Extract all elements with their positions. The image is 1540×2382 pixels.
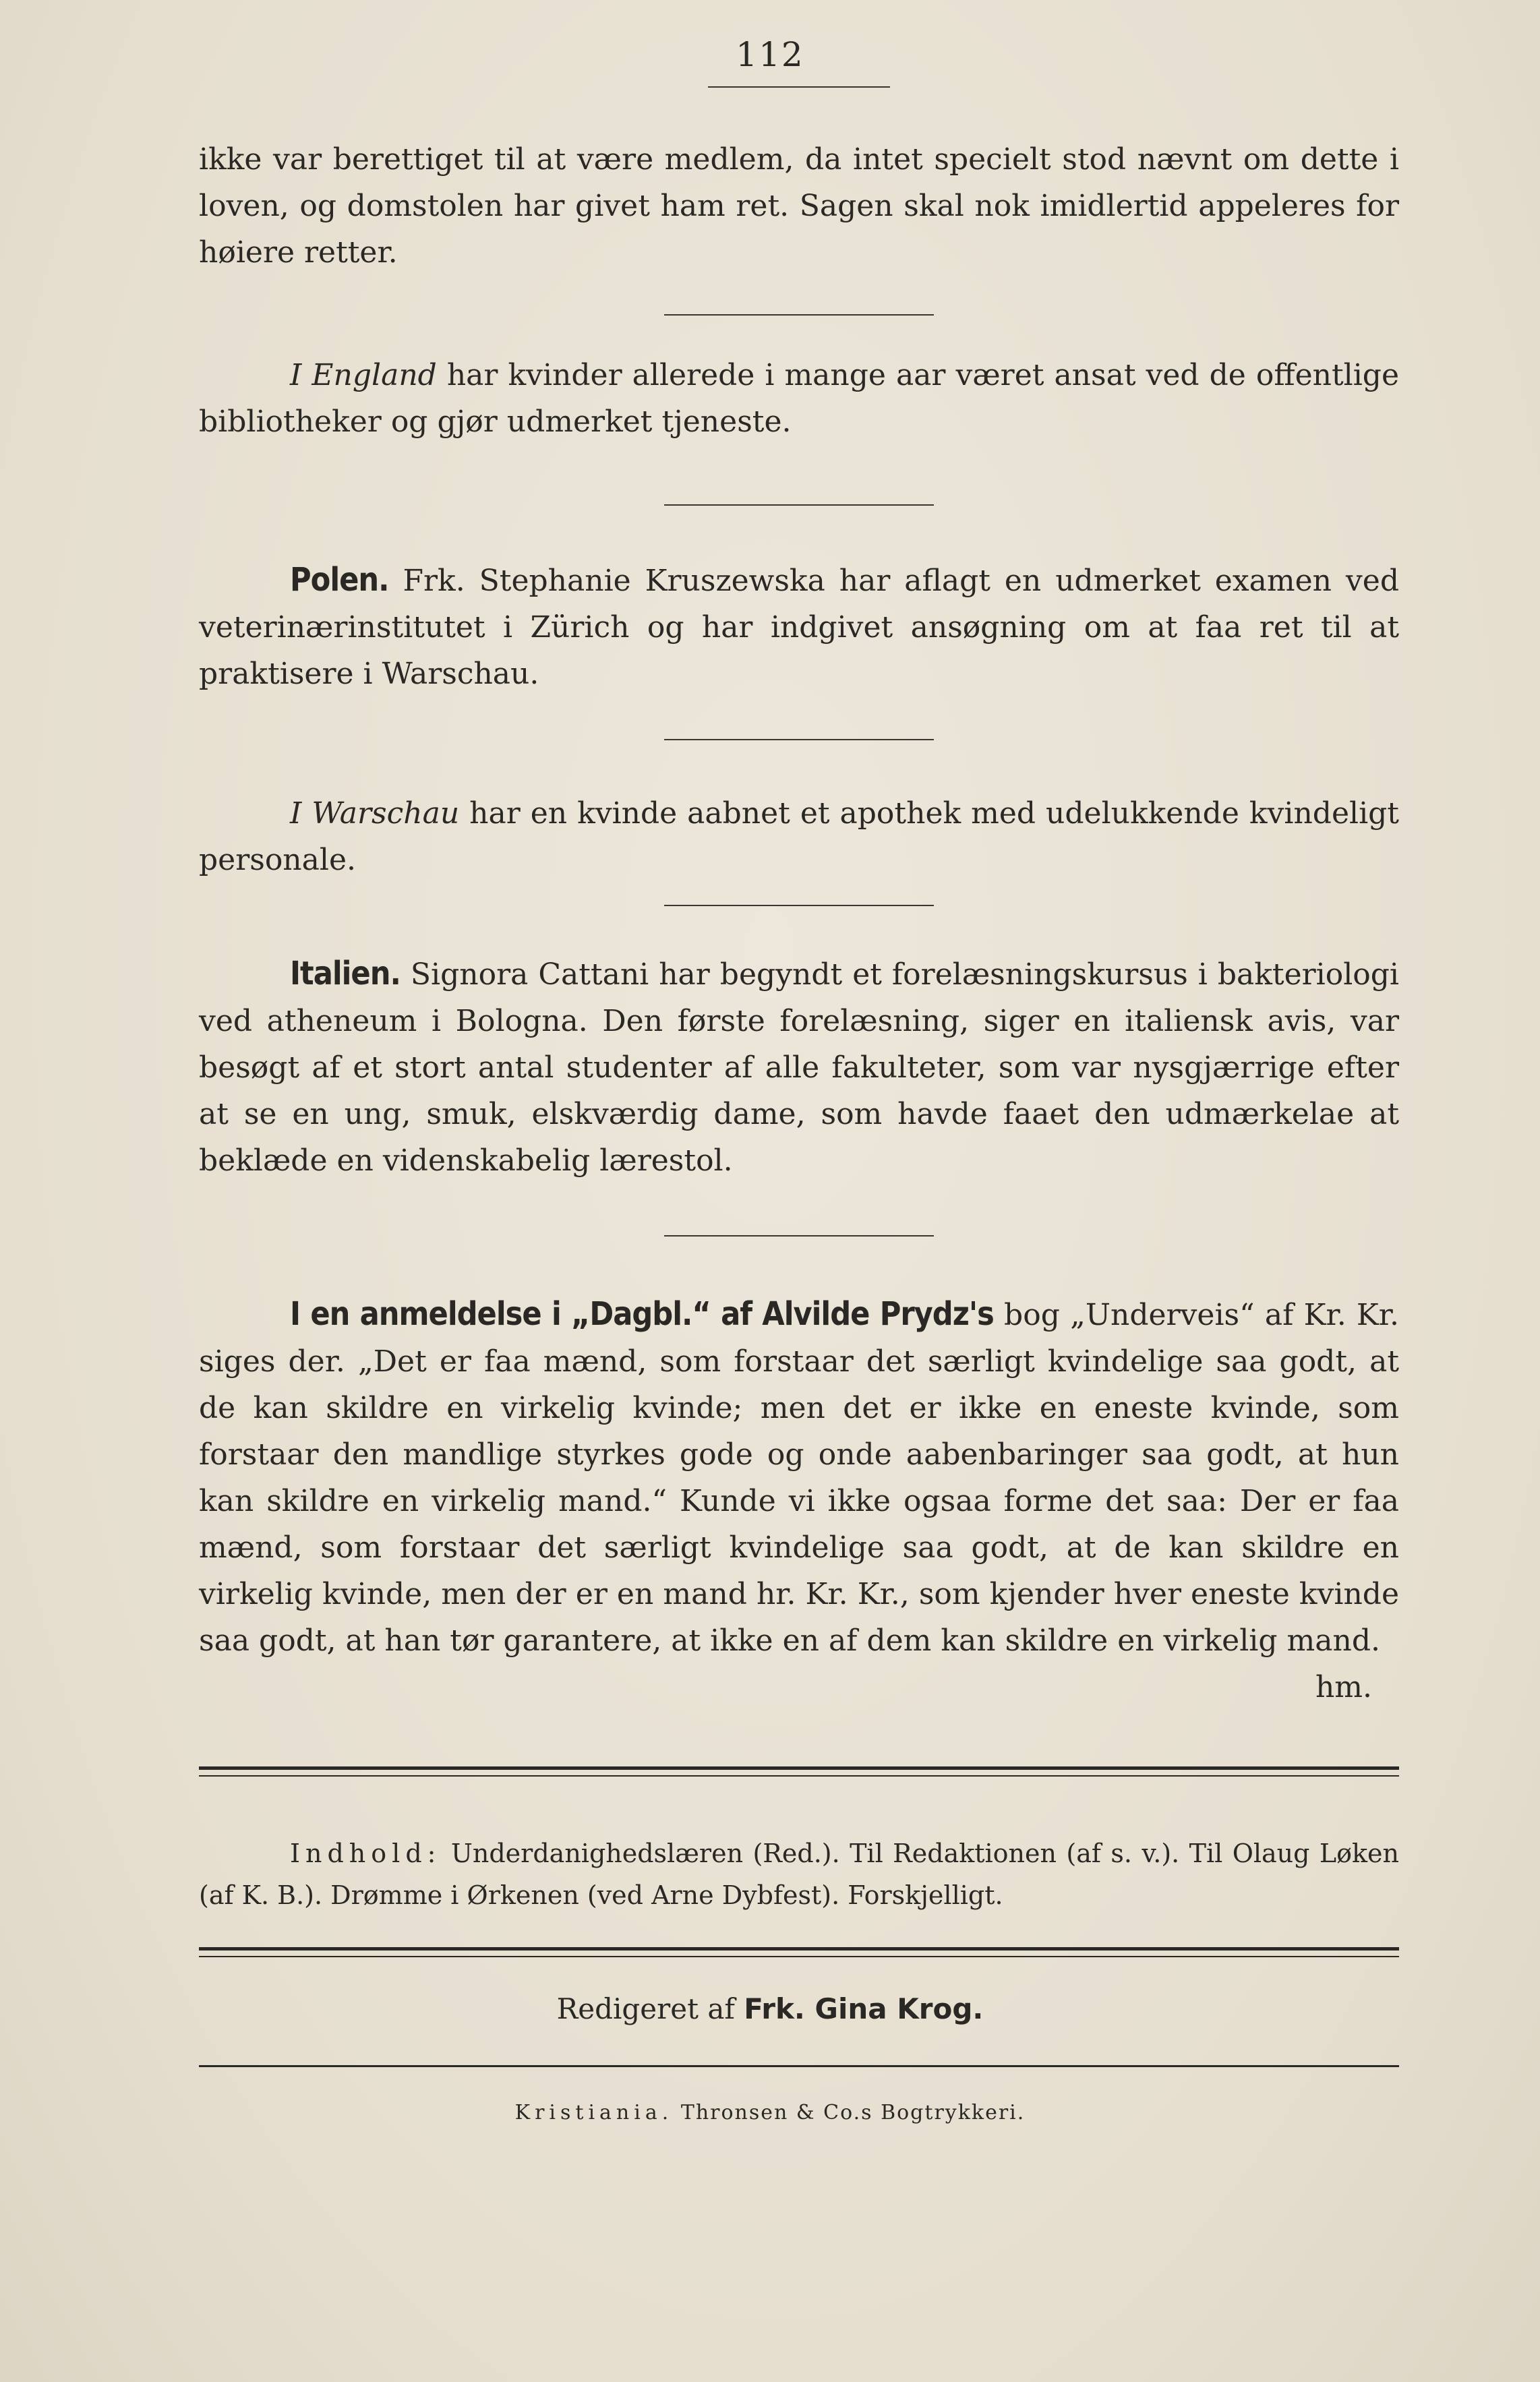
separator-rule [664, 504, 934, 506]
contents-label: Indhold: [290, 1839, 442, 1868]
paragraph-polen [199, 557, 1399, 697]
warschau-lead: I Warschau [290, 796, 460, 831]
polen-heading: Polen. [290, 561, 389, 599]
editor-prefix: Redigeret af [556, 1992, 744, 2025]
double-rule [199, 1947, 1399, 1957]
review-signature: hm. [1315, 1670, 1372, 1704]
contents-list: Underdanighedslæren (Red.). Til Redaktionen (af s. v.). Til Olaug Løken (af K. B.). Drømme i Ørkenen (ved Arne Dybfest). Forskjelligt. [199, 1839, 1399, 1910]
review-text: bog „Underveis“ af Kr. Kr. siges der. „Det er faa mænd, som forstaar det særligt kvindelige saa godt, at de kan skildre en virkelig kvinde; men det er ikke en eneste kvinde, som forstaar den mandlige styrkes gode og onde aabenbaringer saa godt, at hun kan skildre en virkelig mand.“ Kunde vi ikke ogsaa forme det saa: Der er faa mænd, som forstaar det særligt kvindelige saa godt, at de kan skildre en virkelig kvinde, men der er en mand hr. Kr. Kr., som kjender hver eneste kvinde saa godt, at han tør garantere, at ikke en af dem kan skildre en virkelig mand. [199, 1298, 1399, 1658]
warschau-text: har en kvinde aabnet et apothek med udelukkende kvindeligt personale. [199, 796, 1399, 877]
italien-heading: Italien. [290, 955, 401, 992]
paragraph-text: ikke var berettiget til at være medlem, da intet specielt stod nævnt om dette i loven, og domstolen har givet ham ret. Sagen skal nok imidlertid appeleres for høiere retter. [199, 142, 1399, 270]
printer-firm: Thronsen & Co.s Bogtrykkeri. [673, 2101, 1026, 2124]
separator-rule [664, 314, 934, 316]
printer-city: Kristiania. [514, 2101, 674, 2124]
paragraph-england-body [199, 352, 1399, 445]
page-number-rule [708, 86, 890, 88]
double-rule [199, 1766, 1399, 1777]
paragraph-polen-body [199, 557, 1399, 697]
editor-name: Frk. Gina Krog. [744, 1992, 984, 2025]
separator-rule [664, 1235, 934, 1237]
contents-text [199, 1833, 1399, 1916]
printer-line [0, 2101, 1540, 2124]
editor-line [0, 1992, 1540, 2025]
england-text: har kvinder allerede i mange aar været ansat ved de offentlige bibliotheker og gjør udmerket tjeneste. [199, 358, 1399, 439]
paragraph-england [199, 352, 1399, 445]
footer-rule [199, 2065, 1399, 2067]
paragraph-review [199, 1291, 1399, 1710]
separator-rule [664, 905, 934, 906]
paragraph-review-body [199, 1291, 1399, 1664]
paragraph-warschau [199, 790, 1399, 883]
contents-block [199, 1833, 1399, 1916]
italien-text: Signora Cattani har begyndt et forelæsningskursus i bakteriologi ved atheneum i Bologna. Den første forelæsning, siger en italiensk avis, var besøgt af et stort antal studenter af alle fakulteter, som var nysgjærrige efter at se en ung, smuk, elskværdig dame, som havde faaet den udmærkelae at beklæde en videnskabelig lærestol. [199, 957, 1399, 1178]
review-heading: I en anmeldelse i „Dagbl.“ af Alvilde Prydz's [290, 1295, 994, 1333]
paragraph-warschau-body [199, 790, 1399, 883]
separator-rule [664, 739, 934, 740]
paragraph-italien-body [199, 951, 1399, 1184]
paragraph-italien [199, 951, 1399, 1184]
polen-text: Frk. Stephanie Kruszewska har aflagt en udmerket examen ved veterinærinstitutet i Zürich og har indgivet ansøgning om at faa ret til at praktisere i Warschau. [199, 564, 1399, 691]
page-number: 112 [736, 35, 804, 74]
england-lead: I England [290, 358, 437, 392]
paragraph-continuation [199, 136, 1399, 276]
